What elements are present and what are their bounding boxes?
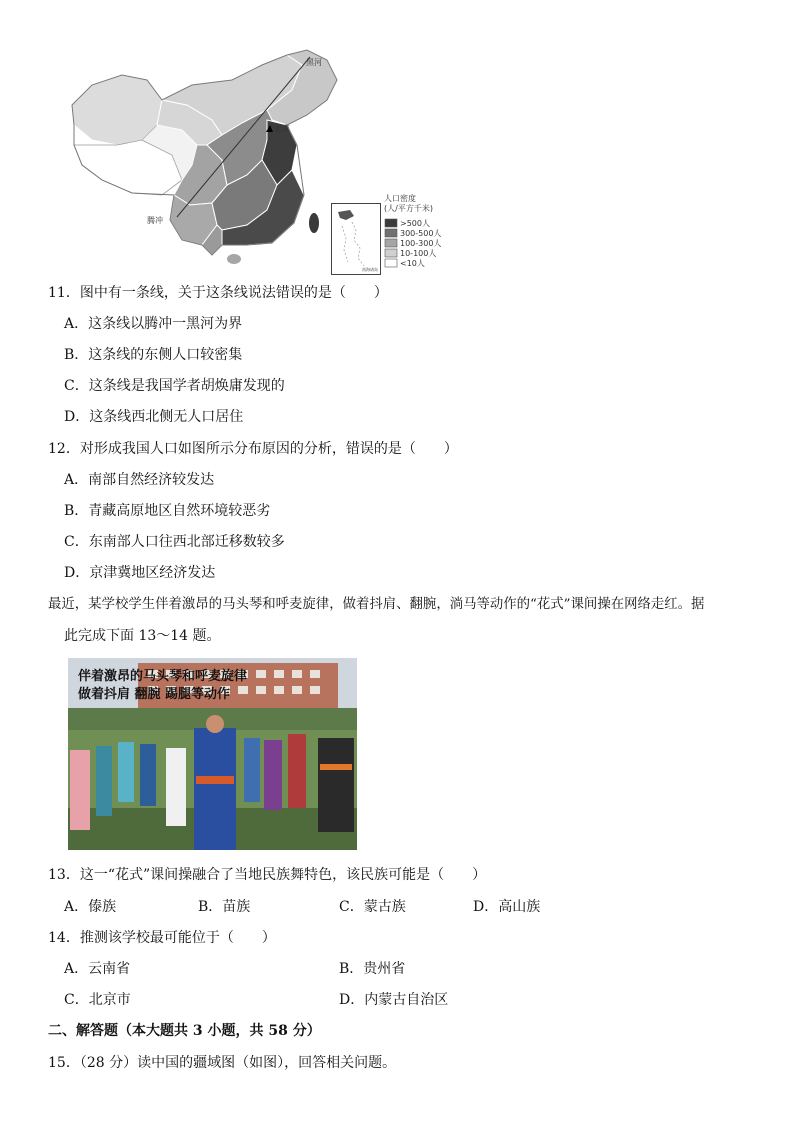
region-taiwan — [309, 213, 319, 233]
legend-swatch — [385, 219, 397, 227]
q13-option-d[interactable]: D．高山族 — [473, 899, 541, 915]
q11-option-c[interactable]: C．这条线是我国学者胡焕庸发现的 — [64, 378, 285, 394]
legend-label: 100-300人 — [400, 239, 442, 248]
passage-line-1: 最近，某学校学生伴着激昂的马头琴和呼麦旋律，做着抖肩、翻腕，淌马等动作的“花式”课间操在网络走红。据 — [48, 597, 705, 612]
q13-option-c[interactable]: C．蒙古族 — [339, 899, 406, 915]
q11-option-d[interactable]: D．这条线西北侧无人口居住 — [64, 409, 244, 425]
photo-caption-1: 伴着激昂的马头琴和呼麦旋律 — [78, 669, 248, 684]
q14-option-a[interactable]: A．云南省 — [64, 961, 131, 977]
q14-stem: 14．推测该学校最可能位于（ ） — [48, 930, 276, 946]
q12-option-a[interactable]: A．南部自然经济较发达 — [64, 472, 215, 488]
legend-swatch — [385, 259, 397, 267]
legend-unit: (人/平方千米) — [384, 204, 433, 213]
q12-option-c[interactable]: C．东南部人口往西北部迁移数较多 — [64, 534, 285, 550]
legend-label: >500人 — [400, 219, 430, 228]
legend-swatch — [385, 229, 397, 237]
passage-line-2: 此完成下面 13～14 题。 — [64, 628, 221, 644]
q12-option-b[interactable]: B．青藏高原地区自然环境较恶劣 — [64, 503, 271, 519]
q12-option-d[interactable]: D．京津冀地区经济发达 — [64, 565, 216, 581]
south-china-sea-inset — [331, 203, 381, 275]
q13-option-b[interactable]: B．苗族 — [198, 899, 251, 915]
q14-option-b[interactable]: B．贵州省 — [339, 961, 406, 977]
q11-option-a[interactable]: A．这条线以腾冲一黑河为界 — [64, 316, 243, 332]
legend-label: 300-500人 — [400, 229, 442, 238]
inset-label: 南海诸岛 — [362, 267, 378, 272]
q11-option-b[interactable]: B．这条线的东侧人口较密集 — [64, 347, 243, 363]
label-beijing: 北京 — [274, 124, 290, 133]
label-heihe: 黑河 — [306, 58, 322, 67]
q14-option-c[interactable]: C．北京市 — [64, 992, 131, 1008]
map-legend — [383, 193, 473, 273]
legend-label: 10-100人 — [400, 249, 437, 258]
q11-stem: 11．图中有一条线，关于这条线说法错误的是（ ） — [48, 285, 388, 301]
q13-stem: 13．这一“花式”课间操融合了当地民族舞特色，该民族可能是（ ） — [48, 867, 487, 883]
population-density-map — [62, 45, 342, 273]
q12-stem: 12．对形成我国人口如图所示分布原因的分析，错误的是（ ） — [48, 441, 458, 457]
legend-title: 人口密度 — [384, 194, 416, 203]
q14-option-d[interactable]: D．内蒙古自治区 — [339, 992, 449, 1008]
legend-swatch — [385, 249, 397, 257]
q15-stem: 15．（28 分）读中国的疆域图（如图），回答相关问题。 — [48, 1055, 397, 1071]
region-hainan — [227, 254, 241, 264]
photo-caption-2: 做着抖肩 翻腕 踢腿等动作 — [78, 687, 231, 702]
q13-option-a[interactable]: A．傣族 — [64, 899, 117, 915]
label-tengchong: 腾冲 — [147, 216, 163, 225]
section-2-heading: 二、解答题（本大题共 3 小题，共 58 分） — [48, 1023, 321, 1039]
school-exercise-photo — [68, 658, 357, 850]
legend-swatch — [385, 239, 397, 247]
china-map-svg — [62, 45, 342, 273]
legend-label: <10人 — [400, 259, 425, 268]
